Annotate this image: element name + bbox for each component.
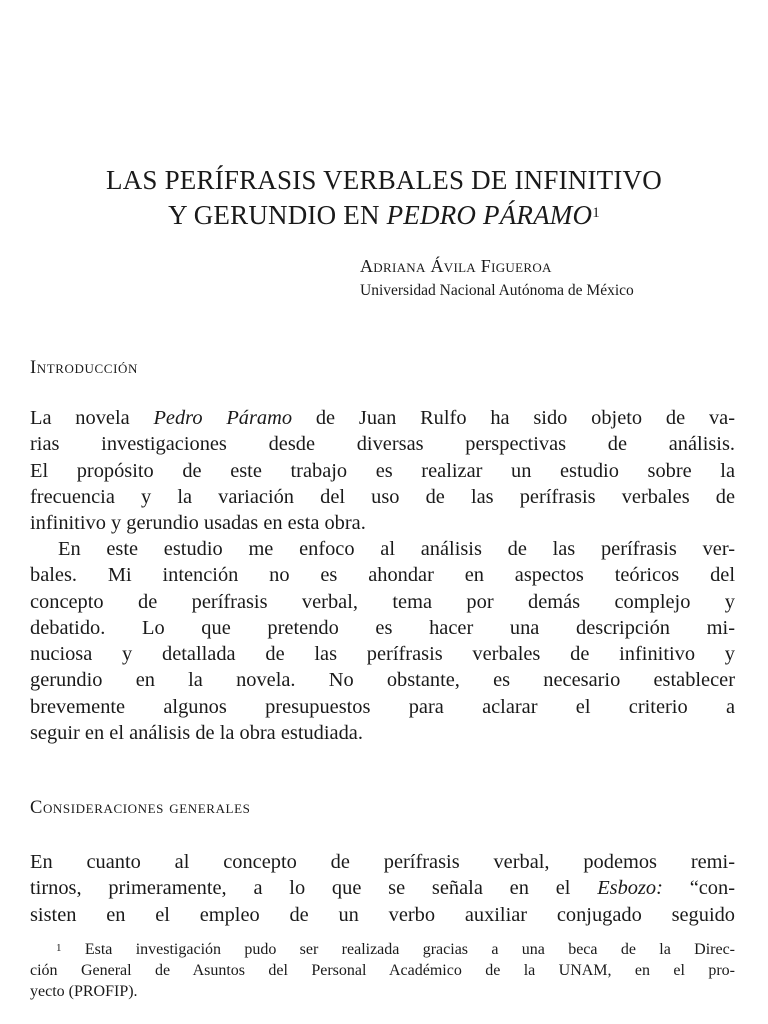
- footnote-line-2: ción General de Asuntos del Personal Académico de la UNAM, en el pro-: [30, 962, 735, 979]
- text-run: Esta investigación pudo ser realizada gracias a una beca de la Direc-: [61, 941, 735, 958]
- paragraph-2-line-2: bales. Mi intención no es ahondar en aspectos teóricos del: [30, 564, 735, 587]
- footnote-line-3: yecto (PROFIP).: [30, 983, 138, 1000]
- article-title: [20, 163, 748, 233]
- paragraph-1: [30, 405, 735, 536]
- paragraph-3-line-3: sisten en el empleo de un verbo auxiliar conjugado seguido: [30, 903, 735, 926]
- paragraph-1-line-5: infinitivo y gerundio usadas en esta obra.: [30, 512, 366, 535]
- paragraph-3-line-1: En cuanto al concepto de perífrasis verbal, podemos remi-: [30, 851, 735, 873]
- paragraph-1-line-1: [30, 405, 735, 431]
- italic-novel-name: Pedro Páramo: [153, 407, 293, 429]
- paragraph-1-line-2: rias investigaciones desde diversas perspectivas de análisis.: [30, 433, 735, 456]
- text-run: “con-: [662, 877, 735, 900]
- footnote-1: [30, 939, 735, 1002]
- paragraph-2-line-5: nuciosa y detallada de las perífrasis verbales de infinitivo y: [30, 643, 735, 666]
- title-line-2-prefix: Y GERUNDIO EN: [168, 200, 387, 230]
- paragraph-3-line-2: [30, 875, 735, 901]
- section-heading-introduction: Introducción: [30, 358, 138, 378]
- title-line-2: [20, 198, 748, 233]
- author-name: Adriana Ávila Figueroa: [360, 256, 552, 276]
- title-line-1: LAS PERÍFRASIS VERBALES DE INFINITIVO: [106, 165, 662, 195]
- author-affiliation: Universidad Nacional Autónoma de México: [360, 282, 634, 299]
- title-footnote-mark: 1: [592, 205, 600, 221]
- paragraph-2: [30, 536, 735, 746]
- text-run: La novela: [30, 407, 154, 429]
- paragraph-2-line-8: seguir en el análisis de la obra estudiada.: [30, 722, 363, 745]
- paragraph-2-line-6: gerundio en la novela. No obstante, es necesario establecer: [30, 669, 735, 692]
- paragraph-2-line-7: brevemente algunos presupuestos para aclarar el criterio a: [30, 695, 735, 718]
- paragraph-1-line-3: El propósito de este trabajo es realizar un estudio sobre la: [30, 459, 735, 482]
- paragraph-1-line-4: frecuencia y la variación del uso de las perífrasis verbales de: [30, 485, 735, 508]
- title-novel-name: PEDRO PÁRAMO: [386, 200, 593, 230]
- text-run: de Juan Rulfo ha sido objeto de va-: [292, 407, 735, 429]
- paragraph-2-line-3: concepto de perífrasis verbal, tema por demás complejo y: [30, 590, 735, 613]
- footnote-line-1: [30, 939, 735, 960]
- paragraph-2-line-1: En este estudio me enfoco al análisis de las perífrasis ver-: [58, 538, 735, 560]
- paragraph-3: [30, 849, 735, 928]
- paragraph-2-line-4: debatido. Lo que pretendo es hacer una descripción mi-: [30, 616, 735, 639]
- footnote-mark: 1: [56, 942, 62, 954]
- section-heading-general-considerations: Consideraciones generales: [30, 798, 251, 818]
- italic-esbozo: Esbozo:: [597, 877, 663, 900]
- text-run: tirnos, primeramente, a lo que se señala en el: [30, 877, 598, 900]
